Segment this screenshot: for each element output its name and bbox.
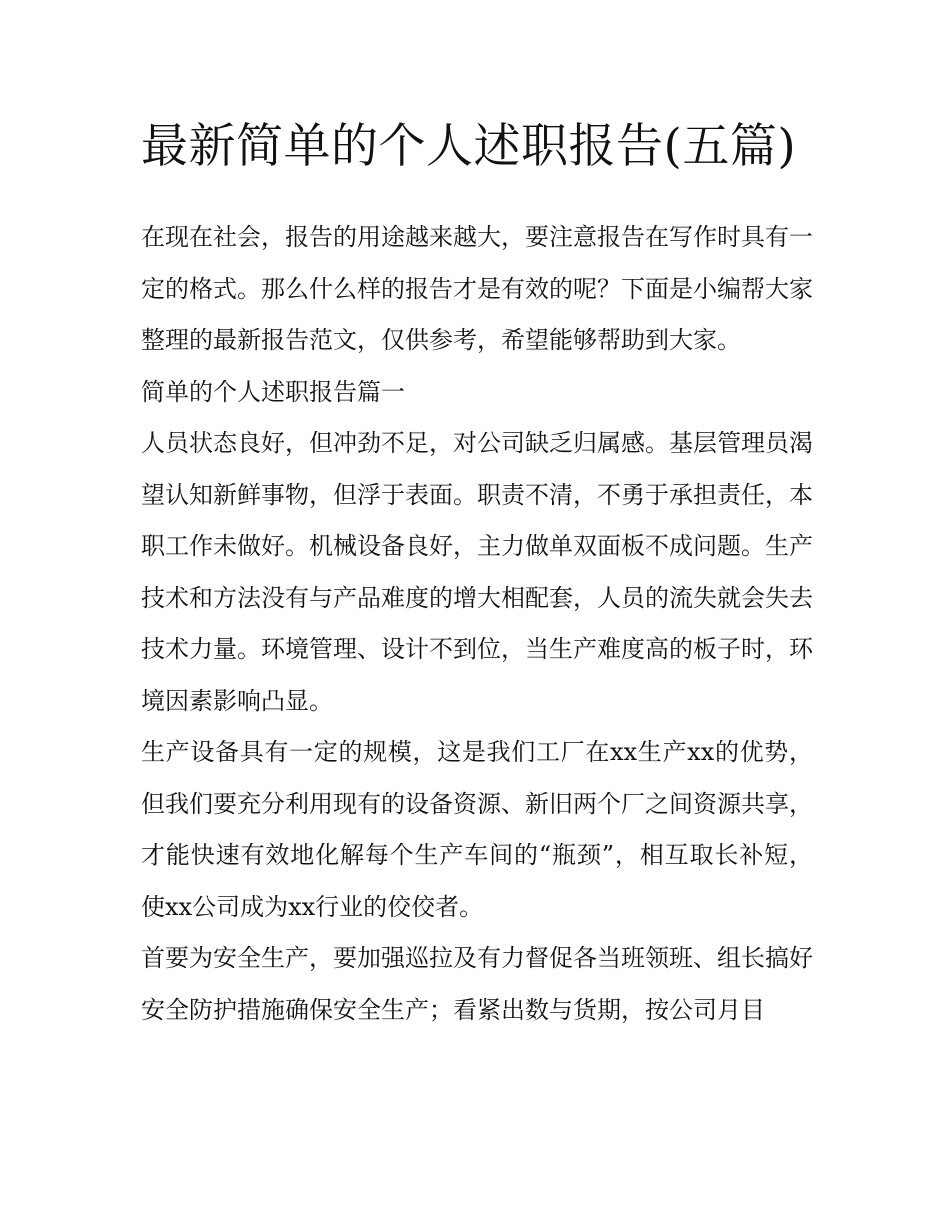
body-paragraph: 人员状态良好，但冲劲不足，对公司缺乏归属感。基层管理员渴望认知新鲜事物，但浮于表面。职责不清，不勇于承担责任，本职工作未做好。机械设备良好，主力做单双面板不成问题。生产技术和方法没有与产品难度的增大相配套，人员的流失就会失去技术力量。环境管理、设计不到位，当生产难度高的板子时，环境因素影响凸显。: [141, 429, 813, 715]
body-paragraph: 生产设备具有一定的规模，这是我们工厂在xx生产xx的优势，但我们要充分利用现有的设备资源、新旧两个厂之间资源共享，才能快速有效地化解每个生产车间的“瓶颈”，相互取长补短，使xx公司成为xx行业的佼佼者。: [141, 738, 813, 921]
document-content: [141, 110, 813, 1036]
body-paragraph: 首要为安全生产，要加强巡拉及有力督促各当班领班、组长搞好安全防护措施确保安全生产；看紧出数与货期，按公司月目: [141, 944, 813, 1024]
section-heading: 简单的个人述职报告篇一: [141, 377, 405, 406]
document-title: 最新简单的个人述职报告(五篇): [141, 119, 797, 174]
intro-paragraph: 在现在社会，报告的用途越来越大，要注意报告在写作时具有一定的格式。那么什么样的报告才是有效的呢？下面是小编帮大家整理的最新报告范文，仅供参考，希望能够帮助到大家。: [141, 223, 813, 354]
document-body: [141, 212, 813, 1036]
